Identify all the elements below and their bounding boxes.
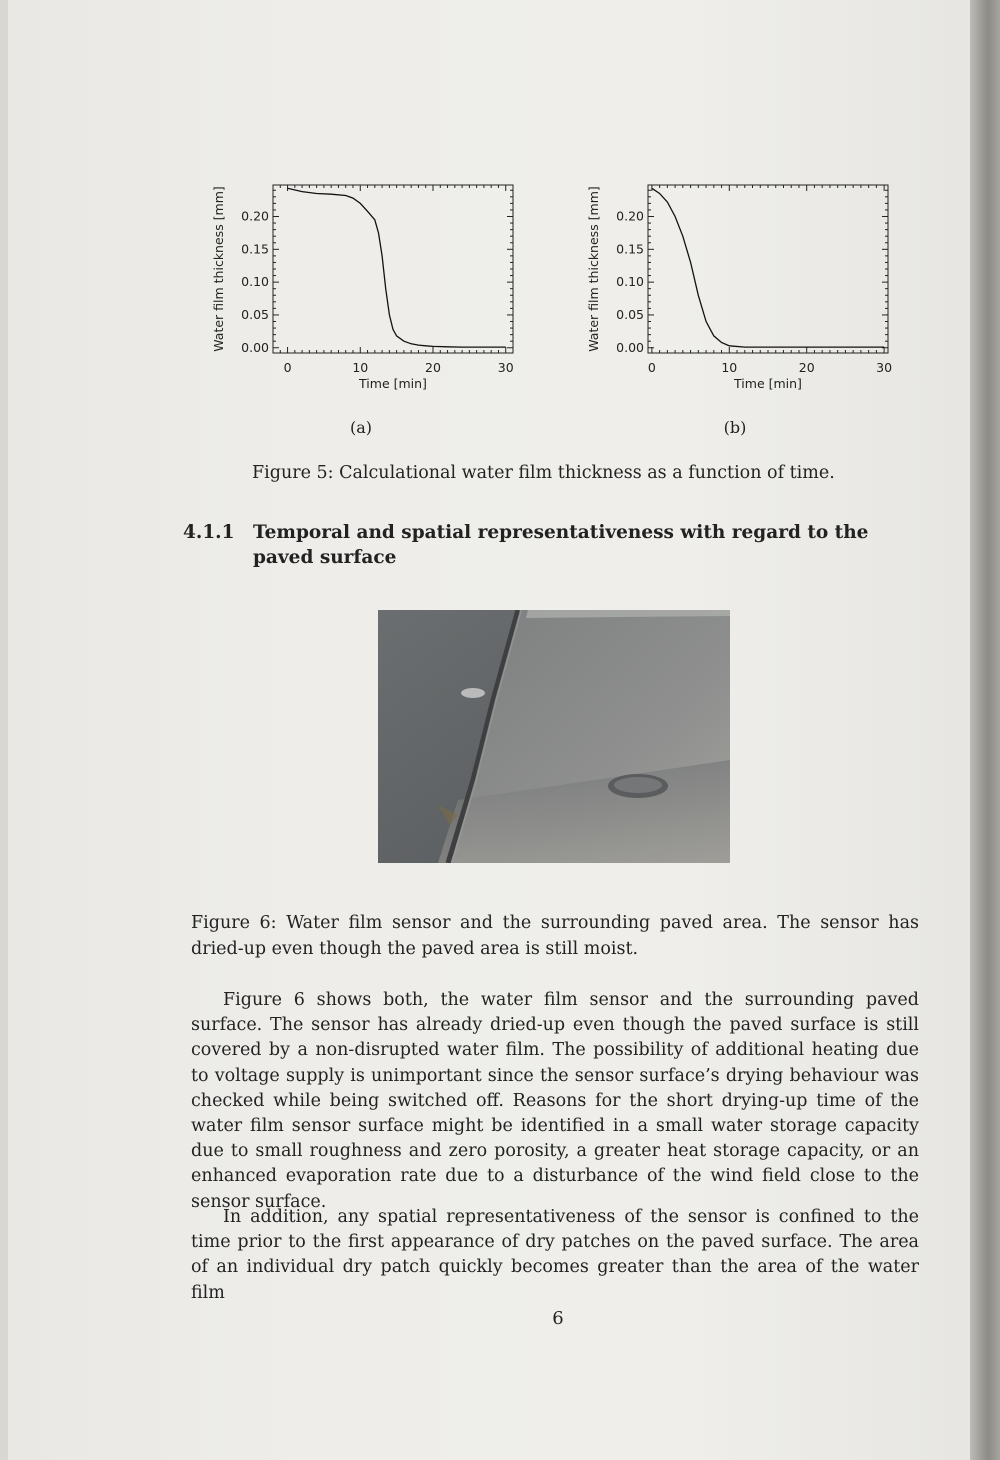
page-edge-shadow [970,0,1000,1460]
x-tick-label: 0 [647,360,656,375]
plot-frame [648,185,888,353]
x-axis-label: Time [min] [359,376,427,391]
x-tick-label: 10 [352,360,369,375]
series-line [652,188,884,347]
figure5a-chart [203,170,533,395]
sensor-photo [378,610,730,863]
x-tick-label: 20 [425,360,441,375]
y-tick-label: 0.20 [616,208,644,224]
section-title: Temporal and spatial representativeness with regard to the paved surface [253,522,869,568]
paragraph-1: Figure 6 shows both, the water film sensor and the surrounding paved surface. The sensor has already dried-up even though the paved surface is still covered by a non-disrupted water film. The possibility of additional heating due to voltage supply is unimportant since the sensor surface’s drying behaviour was checked while being switched off. Reasons for the short drying-up time of the water film sensor surface might be identified in a small water storage capacity due to small roughness and zero porosity, a greater heat storage capacity, or an enhanced evaporation rate due to a disturbance of the wind field close to the sensor surface. [191,990,919,1212]
y-tick-label: 0.10 [241,274,269,290]
y-tick-label: 0.15 [616,241,644,257]
figure5b-label: (b) [723,418,747,437]
y-tick-label: 0.05 [616,306,644,322]
x-tick-label: 0 [283,360,292,375]
y-tick-label: 0.05 [241,306,269,322]
figure5b-svg [578,170,908,395]
figure5a-svg [203,170,533,395]
y-tick-label: 0.15 [241,241,269,257]
y-tick-label: 0.20 [241,208,269,224]
figure5a-label: (a) [349,418,373,437]
sensor-photo-image [378,610,730,863]
figure5b-chart [578,170,908,395]
section-number: 4.1.1 [183,522,235,543]
y-tick-label: 0.00 [616,339,644,355]
y-axis-label: Water film thickness [mm] [586,186,601,352]
y-tick-label: 0.10 [616,274,644,290]
x-tick-label: 30 [497,360,514,375]
figure5-caption: Figure 5: Calculational water film thickness as a function of time. [252,463,835,483]
x-axis-label: Time [min] [734,376,802,391]
y-axis-label: Water film thickness [mm] [211,186,226,352]
page-number: 6 [552,1308,564,1329]
x-tick-label: 30 [876,360,893,375]
x-tick-label: 10 [721,360,738,375]
figure6-caption: Figure 6: Water film sensor and the surrounding paved area. The sensor has dried-up even though the paved area is still moist. [191,913,919,959]
document-page [8,0,970,1460]
series-line [288,188,506,347]
y-tick-label: 0.00 [241,339,269,355]
paragraph-2: In addition, any spatial representativeness of the sensor is confined to the time prior to the first appearance of dry patches on the paved surface. The area of an individual dry patch quickly becomes greater than the area of the water film [191,1207,919,1303]
x-tick-label: 20 [798,360,815,375]
